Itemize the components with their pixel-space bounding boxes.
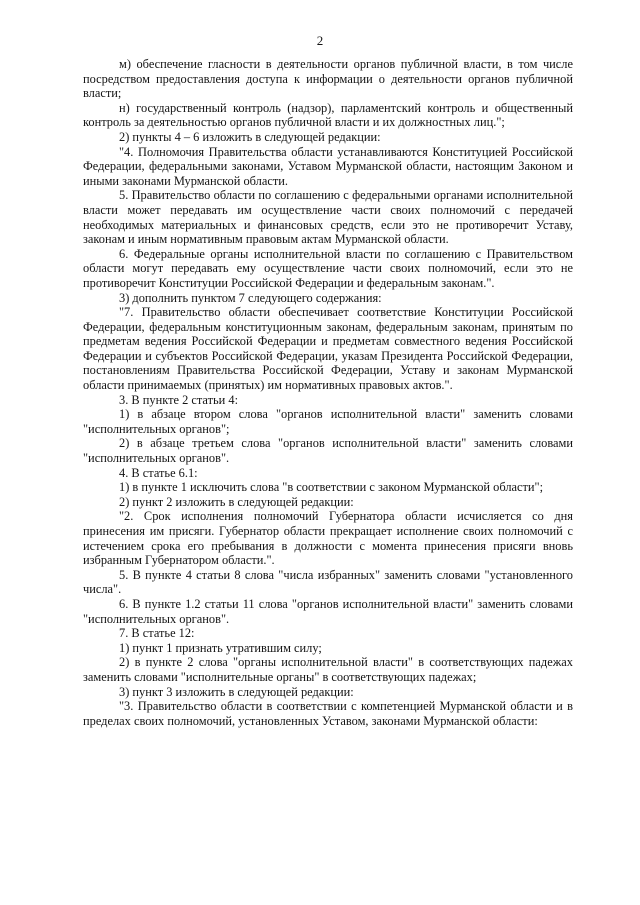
paragraph: м) обеспечение гласности в деятельности органов публичной власти, в том числе посредством предоставления доступа к информации о деятельности органов публичной власти; (83, 57, 573, 101)
page-number: 2 (316, 33, 324, 48)
paragraph: 2) пункты 4 – 6 изложить в следующей редакции: (119, 129, 381, 144)
paragraph: 4. В статье 6.1: (119, 465, 198, 480)
paragraph: 6. Федеральные органы исполнительной власти по соглашению с Правительством области могут передавать ему осуществление части своих полномочий, если это не противоречит Конституции Российской Федерации и федеральным законам.". (83, 246, 573, 290)
paragraph: 1) в пункте 1 исключить слова "в соответствии с законом Мурманской области"; (119, 480, 544, 495)
paragraph: "4. Полномочия Правительства области устанавливаются Конституцией Российской Федерации, федеральными законами, Уставом Мурманской области, настоящим Законом и иными законами Мурманской области. (83, 144, 573, 188)
paragraph: "7. Правительство области обеспечивает соответствие Конституции Российской Федерации, федеральным конституционным законам, федеральным законам, принятым по предметам ведения Российской Федерации и предметам совместного ведения Российской Федерации и субъектов Российской Федерации, указам Президента Российской Федерации, постановлениям Правительства Российской Федерации, Уставу и законам Мурманской области принимаемых (принятых) им нормативных правовых актов.". (83, 305, 573, 393)
paragraph: "2. Срок исполнения полномочий Губернатора области исчисляется со дня принесения им присяги. Губернатор области прекращает исполнение своих полномочий с истечением срока его пребывания в должности с момента принесения присяги вновь избранным Губернатором области.". (83, 509, 573, 568)
paragraph: 1) пункт 1 признать утратившим силу; (119, 640, 322, 655)
paragraph: 6. В пункте 1.2 статьи 11 слова "органов исполнительной власти" заменить словами "исполнительных органов". (83, 596, 573, 626)
paragraph: 3. В пункте 2 статьи 4: (119, 392, 239, 407)
paragraph: 2) в абзаце третьем слова "органов исполнительной власти" заменить словами "исполнительных органов". (83, 436, 573, 466)
paragraph: 7. В статье 12: (119, 626, 195, 641)
paragraph: 1) в абзаце втором слова "органов исполнительной власти" заменить словами "исполнительных органов"; (83, 407, 573, 436)
paragraph: 2) в пункте 2 слова "органы исполнительной власти" в соответствующих падежах заменить словами "исполнительные органы" в соответствующих падежах; (83, 655, 573, 684)
paragraph: 5. В пункте 4 статьи 8 слова "числа избранных" заменить словами "установленного числа". (83, 567, 573, 597)
paragraph: 3) пункт 3 изложить в следующей редакции: (119, 684, 354, 699)
document-body (83, 57, 573, 728)
paragraph: 2) пункт 2 изложить в следующей редакции: (119, 494, 354, 509)
paragraph: 3) дополнить пунктом 7 следующего содержания: (119, 290, 382, 305)
paragraph: н) государственный контроль (надзор), парламентский контроль и общественный контроль за деятельностью органов публичной власти и их должностных лиц."; (83, 100, 573, 130)
paragraph: 5. Правительство области по соглашению с федеральными органами исполнительной власти может передавать им осуществление части своих полномочий с передачей необходимых материальных и финансовых средств, если это не противоречит Уставу, законам и иным нормативным правовым актам Мурманской области. (83, 188, 573, 247)
paragraph: "3. Правительство области в соответствии с компетенцией Мурманской области и в пределах своих полномочий, установленных Уставом, законами Мурманской области: (83, 699, 573, 728)
